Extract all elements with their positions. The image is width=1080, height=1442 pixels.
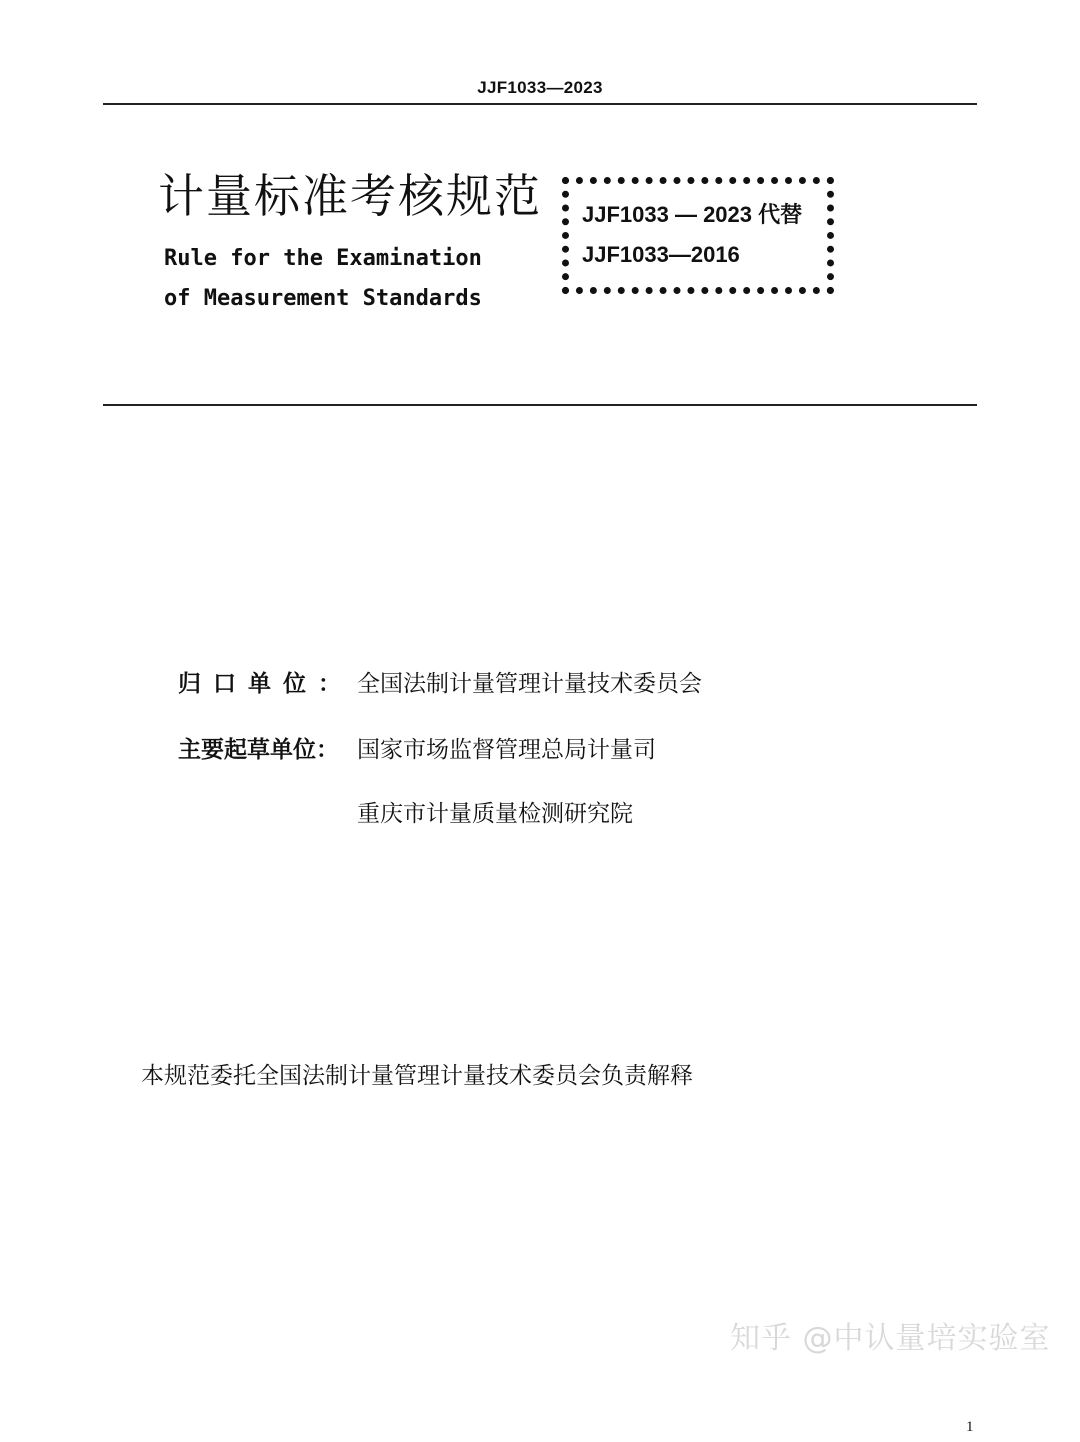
- document-title-english-line-2: of Measurement Standards: [164, 286, 482, 311]
- replacement-line-2: JJF1033—2016: [582, 242, 740, 267]
- watermark: 知乎 @中认量培实验室: [730, 1321, 1051, 1356]
- drafting-unit-value-2: 重庆市计量质量检测研究院: [357, 801, 633, 827]
- drafting-unit-value-1: 国家市场监督管理总局计量司: [357, 737, 656, 763]
- responsible-unit-value: 全国法制计量管理计量技术委员会: [357, 671, 702, 697]
- replacement-line-1: JJF1033 — 2023 代替: [582, 202, 803, 227]
- title-divider: [103, 404, 977, 406]
- document-title-chinese: 计量标准考核规范: [158, 169, 542, 223]
- responsible-unit-label: 归口单位：: [178, 671, 353, 697]
- interpretation-note: 本规范委托全国法制计量管理计量技术委员会负责解释: [141, 1063, 693, 1089]
- header-standard-code: JJF1033—2023: [477, 78, 603, 97]
- replacement-dotted-box: [562, 177, 834, 294]
- document-title-english-line-1: Rule for the Examination: [164, 246, 482, 271]
- page-number: 1: [966, 1419, 974, 1435]
- drafting-unit-label: 主要起草单位：: [178, 737, 339, 763]
- header-divider: [103, 103, 977, 105]
